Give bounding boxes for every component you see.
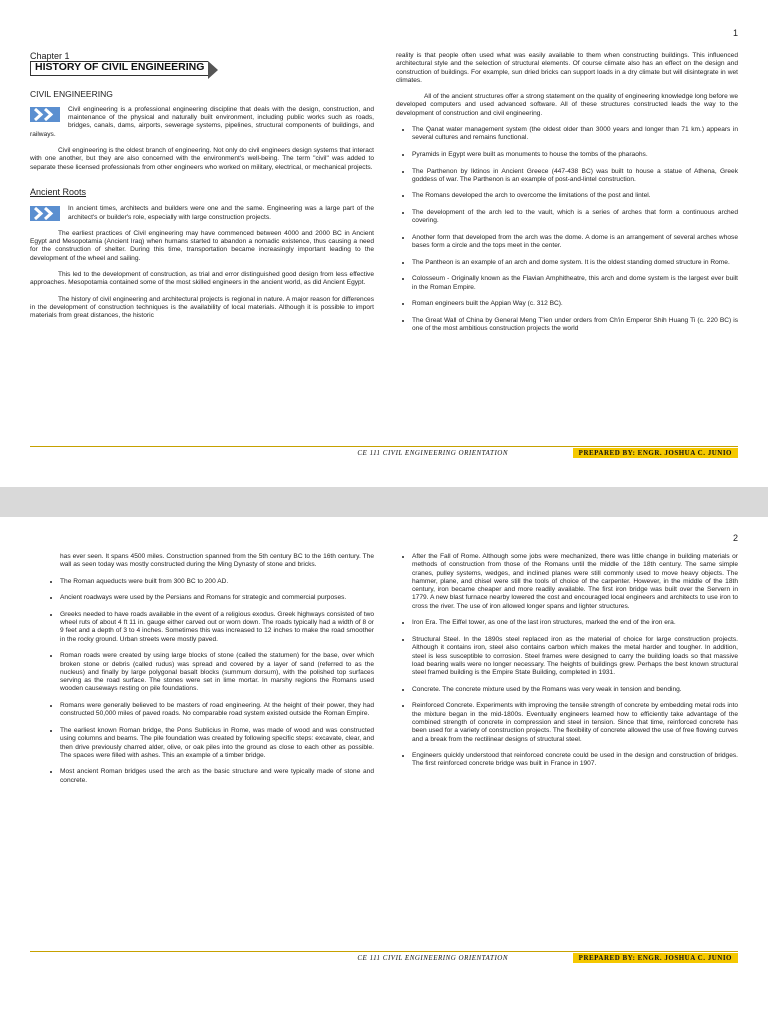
list-item: • Another form that developed from the arch was the dome. A dome is an arrangement of several arches whose bases form a circle and the tops meet in the center.: [412, 234, 738, 251]
list-item: • The Great Wall of China by General Meng T'ien under orders from Ch'in Emperor Shih Huang Ti (c. 220 BC) is one of the most ambitious construction projects the world: [412, 317, 738, 334]
list-item: • Pyramids in Egypt were built as monuments to house the tombs of the pharaohs.: [412, 151, 738, 159]
paragraph-oldest-branch: Civil engineering is the oldest branch of engineering. Not only do civil engineers design systems that interact with one another, but they are also concerned with the environment's well-being. The term "civil" was added to separate these licensed professionals from other engineers who worked on military, electrical, or mechanical projects.: [30, 147, 374, 171]
list-item: • The Romans developed the arch to overcome the limitations of the post and lintel.: [412, 192, 738, 200]
list-item: • Most ancient Roman bridges used the arch as the basic structure and were typically made of stone and concrete.: [60, 768, 374, 785]
list-item: • Reinforced Concrete. Experiments with improving the tensile strength of concrete by embedding metal rods into the mixture began in the mid-1800s. Eventually engineers learned how to efficiently take advantage of the combined strength of concrete in compression and steel in tension. Since that time, reinforced concrete has been used for a variety of construction projects. The flexibility of concrete allowed the use of free flowing curves and a break from the rectilinear designs of structural steel.: [412, 702, 738, 743]
page2-right-column: [396, 553, 738, 777]
double-chevron-icon: [30, 107, 60, 122]
list-item: • Colosseum - Originally known as the Flavian Amphitheatre, this arch and dome system is the largest ever built in the Roman Empire.: [412, 275, 738, 292]
modern-materials-list: [396, 553, 738, 769]
list-item: • Iron Era. The Eiffel tower, as one of the last iron structures, marked the end of the iron era.: [412, 619, 738, 627]
list-item: • Roman engineers built the Appian Way (c. 312 BC).: [412, 300, 738, 308]
ancient-structures-list: [396, 126, 738, 333]
list-item: • The development of the arch led to the vault, which is a series of arches that form a continuous arched covering.: [412, 209, 738, 226]
footer-course: CE 111 CIVIL ENGINEERING ORIENTATION: [357, 954, 508, 962]
paragraph-development: This led to the development of construction, as trial and error distinguished good design from less effective approaches. Mesopotamia contained some of the most skilled engineers in the ancient world, as did Ancient Egypt.: [30, 271, 374, 287]
page1-right-column: [396, 52, 738, 342]
page-1: [0, 0, 768, 487]
list-item: • Romans were generally believed to be masters of road engineering. At the height of their power, they had constructed 50,000 miles of paved roads. No comparable road system existed outside the Roman Empire.: [60, 702, 374, 719]
list-item: • The Qanat water management system (the oldest older than 3000 years and longer than 71 km.) appears in several cultures and remains functional.: [412, 126, 738, 143]
paragraph-regional-history: The history of civil engineering and architectural projects is regional in nature. A major reason for differences in the development of construction techniques is the availability of local materials. Although it is possible to import materials from great distances, the historic: [30, 295, 374, 320]
double-chevron-icon: [30, 206, 60, 221]
list-item: • Concrete. The concrete mixture used by the Romans was very weak in tension and bending.: [412, 686, 738, 694]
list-item: • Ancient roadways were used by the Persians and Romans for strategic and commercial purposes.: [60, 594, 374, 602]
page2-left-column: [44, 553, 374, 793]
list-item: • Greeks needed to have roads available in the event of a religious exodus. Greek highways consisted of two wheel ruts of about 4 ft 11 in. gauge either carved out or worn down. The roads typically had a width of 8 or 9 feet and a depth of 3 to 4 inches. Sometimes this was increased to 12 inches to make the road smoother in the rocky ground. Urban streets were mostly paved.: [60, 611, 374, 644]
list-item: • Engineers quickly understood that reinforced concrete could be used in the design and construction of bridges. The first reinforced concrete bridge was built in France in 1907.: [412, 752, 738, 769]
paragraph-ancient-times: In ancient times, architects and builders were one and the same. Engineering was a large part of the architect's or builder's role, especially with large construction projects.: [68, 205, 374, 221]
list-item: • Structural Steel. In the 1890s steel replaced iron as the material of choice for large construction projects. Although it contains iron, steel also contains carbon which makes the metal harder and tougher. In addition, steel is less susceptible to corrosion. Steel frames were designed to carry the building loads so that massive load bearing walls were no longer necessary. The heights of buildings grew. Perhaps the best known structural steel framed building is the Empire State Building, completed in 1931.: [412, 636, 738, 677]
page-title: HISTORY OF CIVIL ENGINEERING: [35, 61, 205, 74]
list-item: • The Pantheon is an example of an arch and dome system. It is the oldest standing domed structure in Rome.: [412, 259, 738, 267]
title-box: [30, 61, 208, 75]
page1-left-column: [30, 52, 374, 329]
section-heading-ancient-roots: Ancient Roots: [30, 186, 87, 197]
list-item: • After the Fall of Rome. Although some jobs were mechanized, there was little change in building materials or methods of construction from those of the Romans until the middle of the 18th century. The same simple cranes, pulley systems, wedges, and inclined planes were still commonly used to move heavy objects. The hammer, plane, and chisel were still the tools of choice of the carpenter. However, in the middle of the 18th century, iron became cheaper and more readily available. The first iron bridge was built over the Servern in 1779. A new blast furnace nearby lowered the cost and encouraged local engineers and architects to use iron to cross the river. The use of iron allowed longer spans and lighter structures.: [412, 553, 738, 611]
page-footer: [30, 951, 738, 965]
page-2: [0, 517, 768, 1024]
footer-prepared-by: PREPARED BY: ENGR. JOSHUA C. JUNIO: [573, 448, 738, 458]
paragraph-great-wall-continued: has ever seen. It spans 4500 miles. Construction spanned from the 5th century BC to the 16th century. The wall as seen today was mostly constructed during the Ming Dynasty of stone and bricks.: [60, 553, 374, 569]
paragraph-reality: reality is that people often used what was easily available to them when constructing buildings. This influenced architectural style and the selection of structural elements. Of course climate also has an effect on the design and construction of buildings. For example, sun dried bricks can support loads in a dry climate but will disintegrate in wet climates.: [396, 52, 738, 84]
list-item: • Roman roads were created by using large blocks of stone (called the statumen) for the base, over which broken stone or debris (called rudus) was spread and covered by a layer of sand (referred to as the nucleus) and finally by large polygonal basalt blocks (summum dorsum), with the polished top surfaces serving as the road surface. The stones were set in lime mortar. In marshy regions the Romans used wooden causeways resting on pile foundations.: [60, 652, 374, 693]
paragraph-ancient-structures: All of the ancient structures offer a strong statement on the quality of engineering knowledge long before we developed computers and used advanced software. All of these structures constructed leads the way to the development of construction and civil engineering.: [396, 93, 739, 117]
page-number: 1: [732, 28, 738, 38]
chapter-label: Chapter 1: [30, 51, 70, 61]
footer-course: CE 111 CIVIL ENGINEERING ORIENTATION: [357, 449, 508, 457]
page-footer: [30, 446, 738, 460]
list-item: • The earliest known Roman bridge, the Pons Sublicius in Rome, was made of wood and was constructed using columns and beams. The pile foundation was created by following specific steps: excavate, clear, and then drive previously charred alder, olive, or oak piles into the ground as close to each other as possible. The spaces were filled with ashes. This an example of a timber bridge.: [60, 727, 374, 760]
list-item: • The Roman aqueducts were built from 300 BC to 200 AD.: [60, 578, 374, 586]
roman-roads-list: [44, 578, 374, 785]
footer-prepared-by: PREPARED BY: ENGR. JOSHUA C. JUNIO: [573, 953, 738, 963]
paragraph-earliest-practices: The earliest practices of Civil engineering may have commenced between 4000 and 2000 BC in Ancient Egypt and Mesopotamia (Ancient Iraq) when humans started to abandon a nomadic existence, thus causing a need for the construction of shelter. During this time, transportation became increasingly important leading to the development of the wheel and sailing.: [30, 229, 374, 262]
list-item: • The Parthenon by Iktinos in Ancient Greece (447-438 BC) was built to house a statue of Athena, Greek goddess of war. The Parthenon is an example of post-and-lintel construction.: [412, 168, 738, 185]
section-heading-civil-engineering: CIVIL ENGINEERING: [30, 88, 113, 99]
paragraph-definition: Civil engineering is a professional engineering discipline that deals with the design, construction, and maintenance of the physical and naturally built environment, including public works such as roads, bridges, canals, dams, airports, sewerage systems, pipelines, structural components of buildings, and railways.: [30, 105, 374, 138]
page-number: 2: [732, 533, 738, 543]
